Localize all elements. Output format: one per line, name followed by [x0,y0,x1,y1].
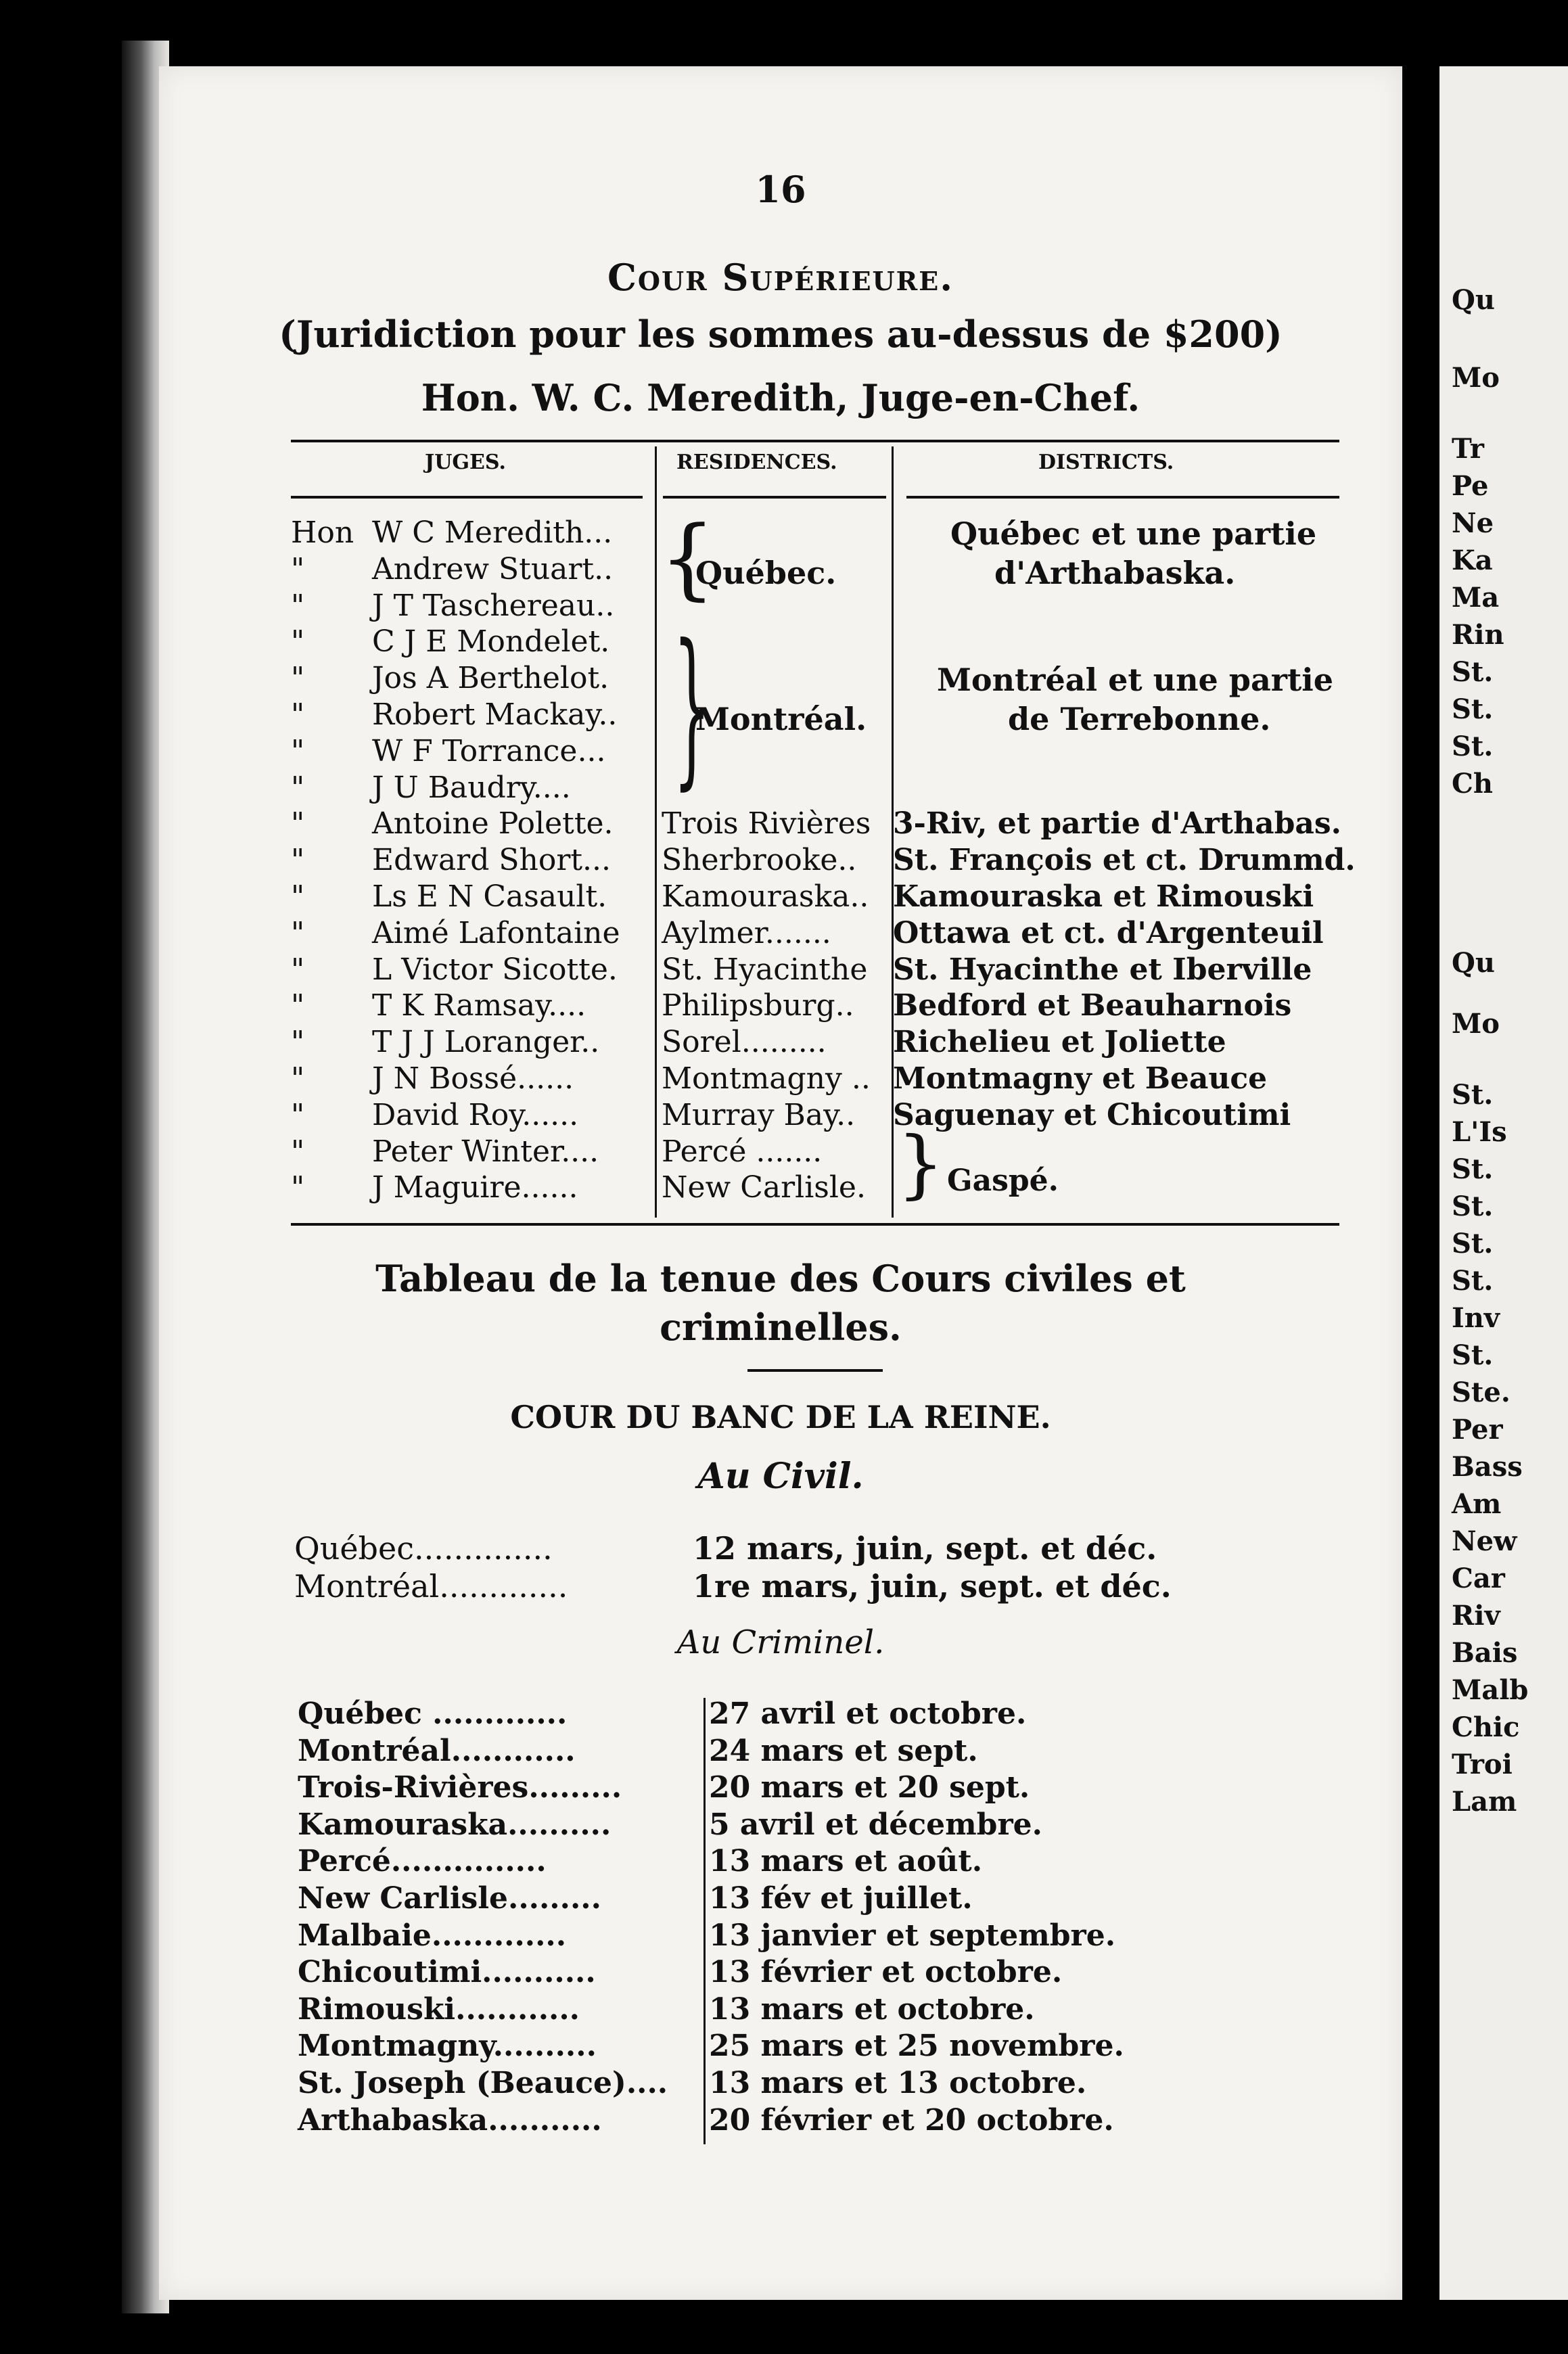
judge-prefix: Hon [291,515,354,550]
district-cell: Saguenay et Chicoutimi [893,1097,1291,1132]
civil-place: Québec.............. [294,1530,553,1567]
civil-dates: 1re mars, juin, sept. et déc. [693,1568,1172,1605]
residence-cell: Aylmer....... [662,915,831,950]
criminal-dates: 27 avril et octobre. [709,1697,1027,1731]
court-title: Cour Supérieure. [607,256,954,299]
next-page-fragment: Ne [1452,507,1494,539]
criminal-place: Rimouski............ [298,1991,580,2027]
judge-name: Edward Short... [372,843,612,878]
judge-name: Antoine Polette. [372,806,614,841]
judge-name: David Roy...... [372,1097,579,1132]
next-page-fragment: Malb [1452,1674,1529,1706]
criminal-place: Chicoutimi........... [298,1955,596,1990]
residence-cell: Kamouraska.. [662,879,869,914]
page-number: 16 [755,168,806,211]
district-cell: Bedford et Beauharnois [893,988,1292,1023]
next-page-fragment: St. [1452,1191,1494,1222]
criminal-place: Trois-Rivières......... [298,1770,622,1805]
judge-name: L Victor Sicotte. [372,952,618,987]
district-cell: St. Hyacinthe et Iberville [893,952,1312,987]
judge-name: Jos A Berthelot. [372,661,609,696]
district-cell: 3-Riv, et partie d'Arthabas. [893,806,1341,841]
next-page-fragment: Chic [1452,1711,1520,1743]
next-page-fragment: Lam [1452,1786,1517,1818]
section-divider [747,1369,883,1372]
judge-prefix: " [291,1061,305,1096]
criminal-place: Percé............... [298,1844,547,1879]
judge-name: J N Bossé...... [372,1061,574,1096]
judge-prefix: " [291,661,305,696]
header-residences: RESIDENCES. [676,451,837,474]
criminal-dates: 5 avril et décembre. [709,1807,1042,1842]
table-bottom-rule [291,1223,1339,1226]
criminal-divider [704,1698,706,2144]
next-page-fragment: Bass [1452,1451,1523,1483]
next-page-fragment: St. [1452,693,1494,725]
judge-prefix: " [291,843,305,878]
criminal-place: Kamouraska.......... [298,1807,612,1842]
header-juges: JUGES. [425,451,506,474]
next-page-fragment: St. [1452,1228,1494,1260]
residence-quebec: Québec. [695,555,837,591]
district-montreal-2: de Terrebonne. [1008,701,1271,737]
judge-prefix: " [291,1170,305,1205]
judge-prefix: " [291,624,305,660]
tableau-heading-line1: Tableau de la tenue des Cours civiles et [375,1257,1186,1300]
judge-name: W F Torrance... [372,733,606,768]
criminal-place: St. Joseph (Beauce).... [298,2066,668,2100]
civil-title: Au Civil. [697,1456,864,1497]
judge-name: J U Baudry.... [372,770,571,805]
next-page-fragment: Qu [1452,284,1495,316]
next-page-fragment: Tr [1452,433,1484,465]
judge-prefix: " [291,733,305,768]
criminal-title: Au Criminel. [676,1623,885,1661]
next-page-fragment: Riv [1452,1600,1500,1632]
district-cell: St. François et ct. Drummd. [893,843,1356,878]
next-page-fragment: Car [1452,1563,1505,1594]
judge-prefix: " [291,588,305,623]
judge-prefix: " [291,1097,305,1132]
header-rule-districts [906,496,1339,499]
judge-prefix: " [291,1025,305,1060]
next-page-fragment: Qu [1452,947,1495,979]
judge-prefix: " [291,988,305,1023]
residence-cell: Philipsburg.. [662,988,854,1023]
judge-prefix: " [291,879,305,914]
next-page-fragment: Ch [1452,768,1493,800]
judge-name: C J E Mondelet. [372,624,610,660]
district-cell: Montmagny et Beauce [893,1061,1268,1096]
civil-place: Montréal............. [294,1568,568,1605]
criminal-place: Québec ............. [298,1697,568,1731]
criminal-dates: 13 mars et août. [709,1844,983,1879]
next-page-fragment: Inv [1452,1302,1500,1334]
criminal-place: New Carlisle......... [298,1881,601,1916]
criminal-dates: 13 fév et juillet. [709,1881,973,1916]
header-rule-juges [291,496,643,499]
judge-name: T K Ramsay.... [372,988,586,1023]
next-page-fragment: St. [1452,656,1494,688]
district-gaspe: Gaspé. [947,1163,1059,1198]
residence-cell: Sherbrooke.. [662,843,857,878]
next-page-fragment: New [1452,1525,1517,1557]
residence-cell: Montmagny .. [662,1061,871,1096]
judge-name: J T Taschereau.. [372,588,615,623]
next-page-fragment: St. [1452,1079,1494,1111]
judge-name: Peter Winter.... [372,1134,599,1169]
judge-name: Andrew Stuart.. [372,551,614,586]
district-cell: Kamouraska et Rimouski [893,879,1314,914]
judge-prefix: " [291,551,305,586]
residence-cell: St. Hyacinthe [662,952,868,987]
district-cell: Ottawa et ct. d'Argenteuil [893,915,1324,950]
criminal-place: Montréal............ [298,1733,576,1768]
next-page-fragment: St. [1452,1153,1494,1185]
judge-prefix: " [291,952,305,987]
judge-name: Robert Mackay.. [372,697,618,732]
next-page-fragment: L'Is [1452,1116,1507,1148]
criminal-place: Arthabaska........... [298,2102,602,2138]
criminal-dates: 20 février et 20 octobre. [709,2102,1114,2138]
judge-name: Aimé Lafontaine [372,915,620,950]
next-page-fragment: Ka [1452,545,1493,576]
judge-name: J Maguire...... [372,1170,578,1205]
next-page-fragment: St. [1452,1265,1494,1297]
next-page-fragment: St. [1452,1339,1494,1371]
judge-name: T J J Loranger.. [372,1025,600,1060]
next-page-fragment: Am [1452,1488,1502,1520]
next-page-fragment: Ma [1452,582,1500,614]
header-districts: DISTRICTS. [1038,451,1174,474]
next-page-fragment: Ste. [1452,1377,1511,1408]
criminal-dates: 25 mars et 25 novembre. [709,2029,1124,2064]
table-top-rule [291,440,1339,442]
next-page-fragment: Troi [1452,1749,1513,1780]
criminal-dates: 13 mars et 13 octobre. [709,2066,1087,2100]
tableau-heading-line2: criminelles. [660,1306,902,1349]
residence-cell: Sorel......... [662,1025,827,1060]
criminal-dates: 13 février et octobre. [709,1955,1063,1990]
judge-prefix: " [291,806,305,841]
judge-prefix: " [291,1134,305,1169]
residence-montreal: Montréal. [695,701,867,737]
header-rule-residences [663,496,886,499]
district-cell: Richelieu et Joliette [893,1025,1226,1060]
criminal-dates: 24 mars et sept. [709,1733,978,1768]
judge-prefix: " [291,770,305,805]
next-page-fragment: Per [1452,1414,1503,1446]
judge-name: Ls E N Casault. [372,879,607,914]
judge-prefix: " [291,915,305,950]
banc-title: COUR DU BANC DE LA REINE. [510,1399,1051,1435]
next-page-fragment: St. [1452,731,1494,762]
criminal-place: Malbaie............. [298,1918,567,1953]
next-page-fragment: Bais [1452,1637,1518,1669]
next-page-fragment: Pe [1452,470,1489,502]
brace-gaspe: } [897,1120,944,1207]
criminal-dates: 13 mars et octobre. [709,1991,1035,2027]
next-page-edge [1439,66,1568,2300]
residence-cell: Percé ....... [662,1134,823,1169]
district-quebec-2: d'Arthabaska. [994,555,1236,591]
next-page-fragment: Mo [1452,362,1500,394]
district-montreal-1: Montréal et une partie [937,662,1333,698]
brace-quebec: { [660,507,716,609]
chief-justice: Hon. W. C. Meredith, Juge-en-Chef. [421,376,1140,419]
civil-dates: 12 mars, juin, sept. et déc. [693,1530,1157,1567]
criminal-dates: 20 mars et 20 sept. [709,1770,1030,1805]
next-page-fragment: Rin [1452,619,1504,651]
criminal-dates: 13 janvier et septembre. [709,1918,1116,1953]
judge-prefix: " [291,697,305,732]
residence-cell: New Carlisle. [662,1170,866,1205]
next-page-fragment: Mo [1452,1008,1500,1040]
brace-montreal: } [673,608,711,805]
criminal-place: Montmagny.......... [298,2029,597,2064]
judge-name: W C Meredith... [372,515,613,550]
residence-cell: Trois Rivières [662,806,871,841]
column-divider-1 [655,446,657,1218]
residence-cell: Murray Bay.. [662,1097,856,1132]
jurisdiction-subtitle: (Juridiction pour les sommes au-dessus de $200) [279,313,1283,356]
district-quebec-1: Québec et une partie [950,515,1317,552]
